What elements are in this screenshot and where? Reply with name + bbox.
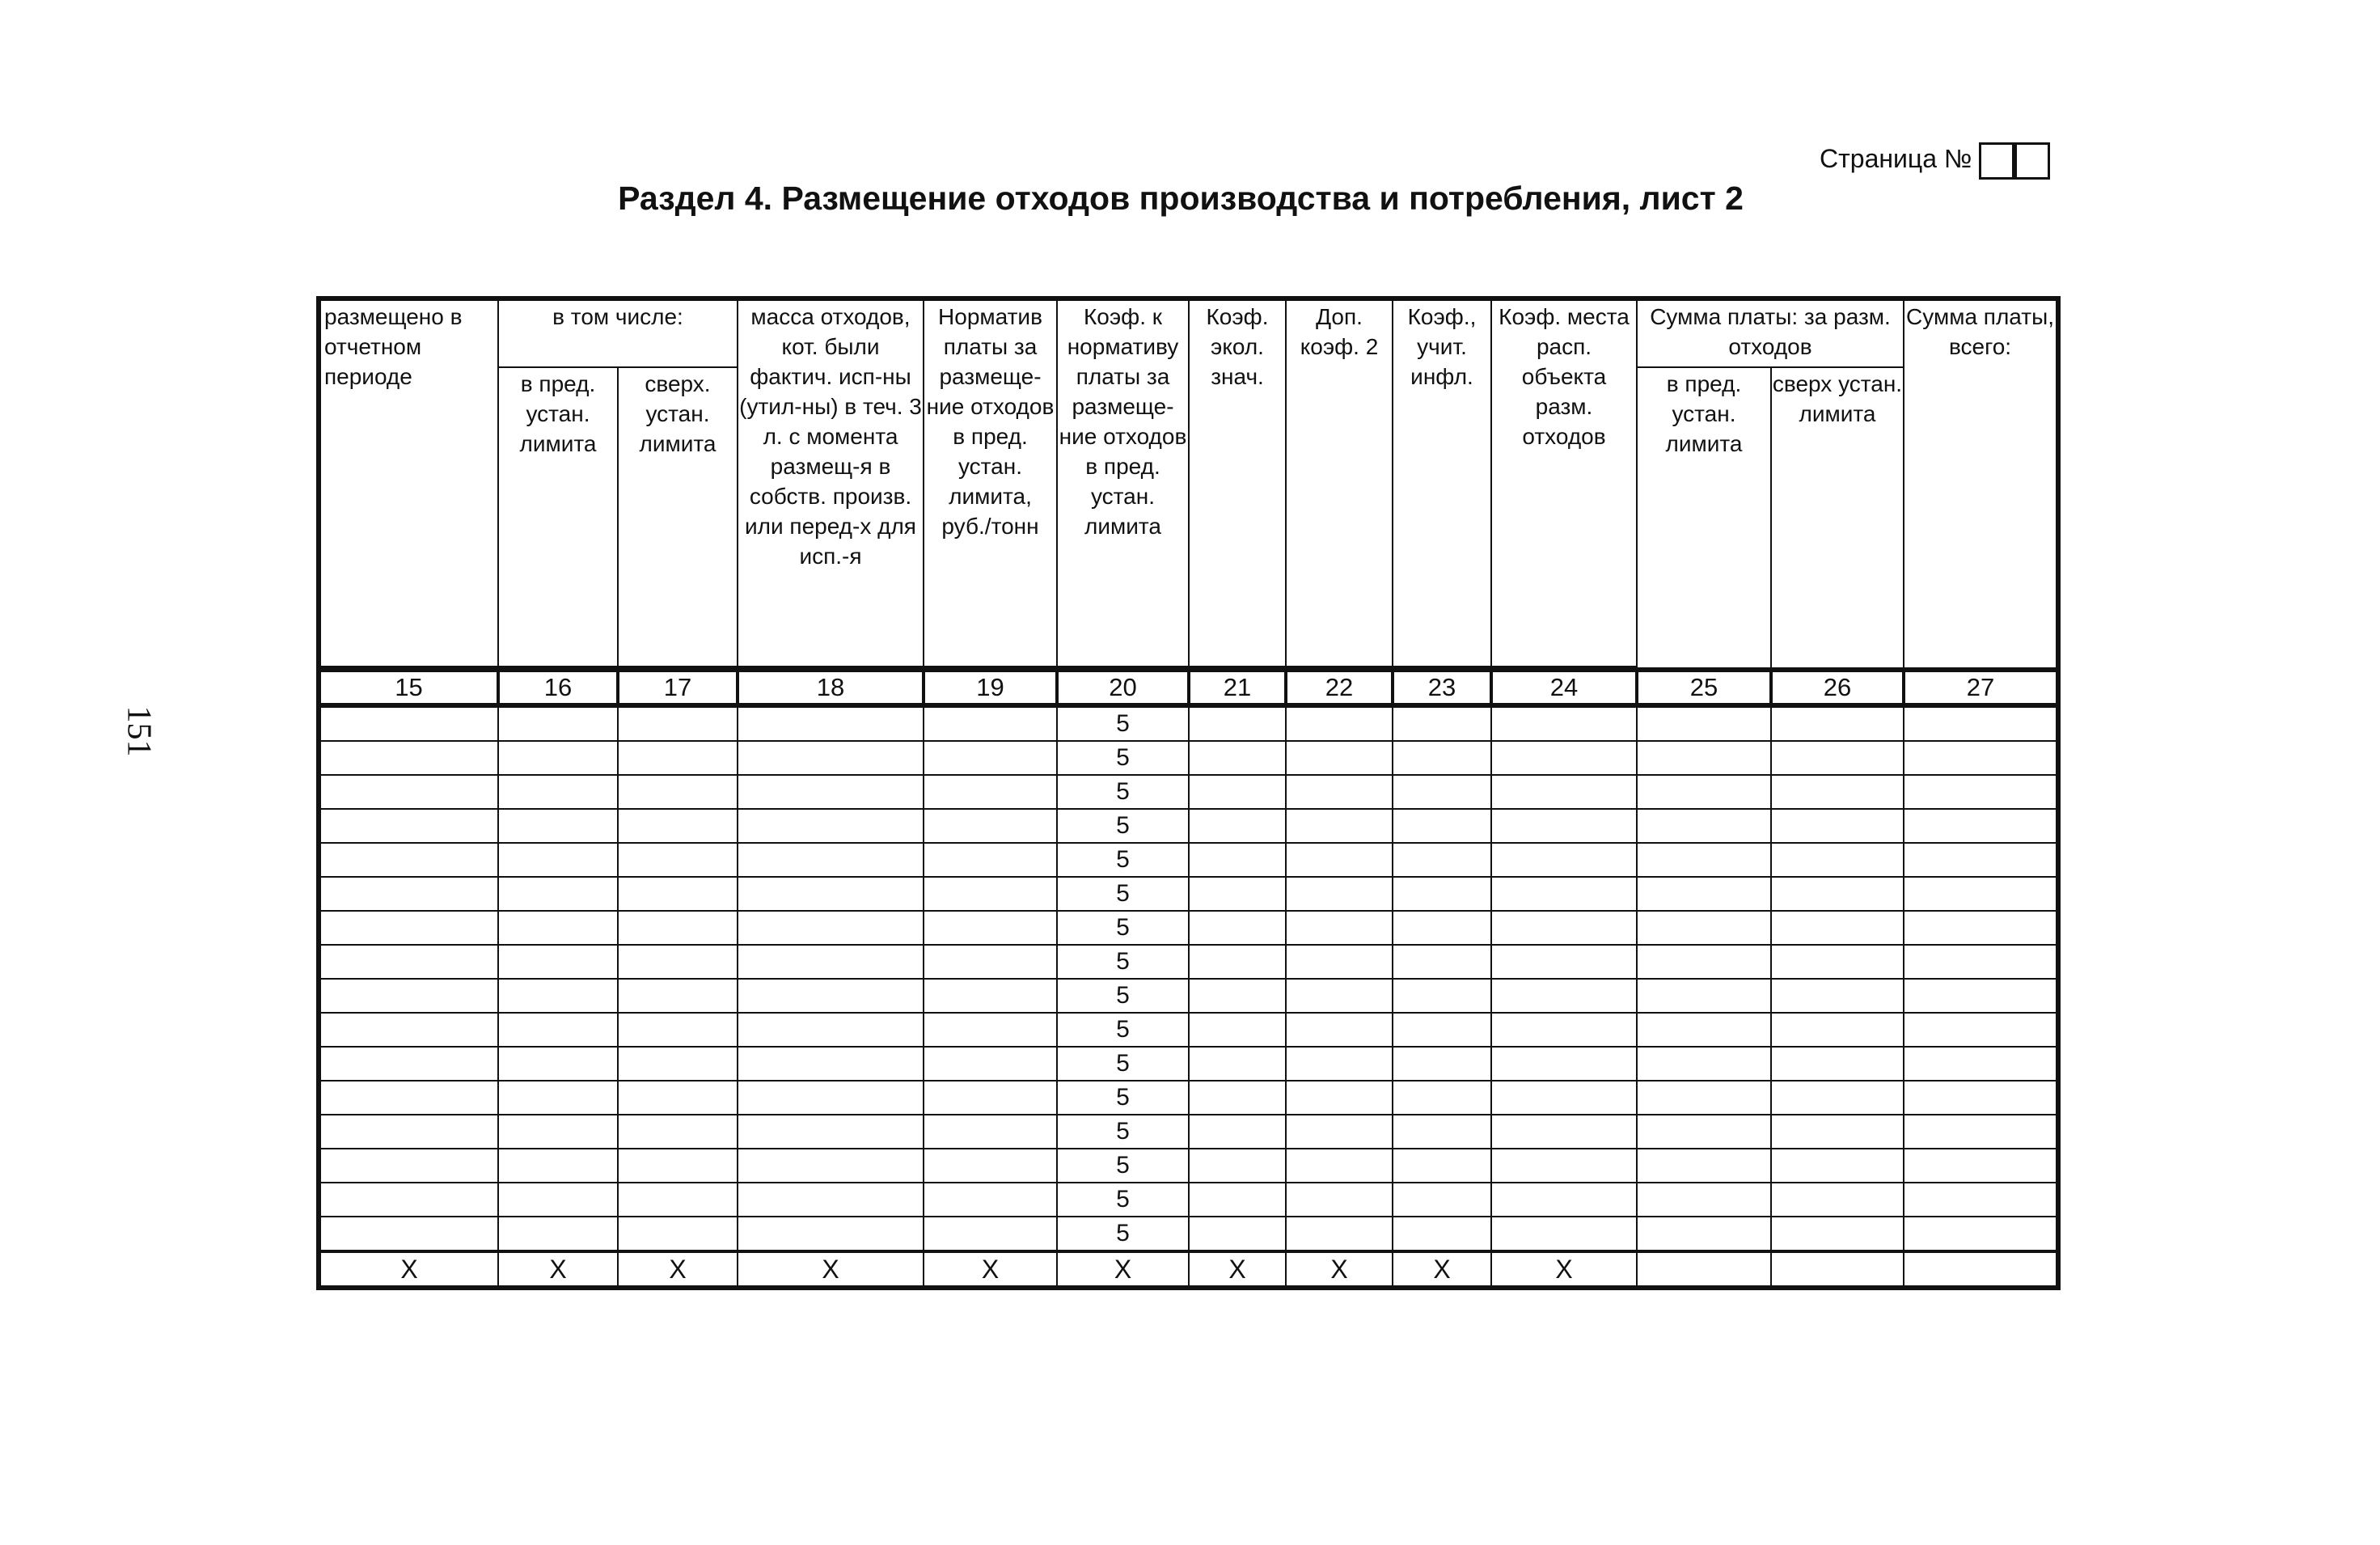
table-cell[interactable] [1286,809,1393,843]
table-row [319,1183,2058,1217]
table-cell[interactable] [498,1183,618,1217]
table-cell[interactable] [1393,809,1491,843]
column-number: 24 [1491,670,1637,705]
table-cell[interactable] [1189,979,1286,1013]
table-cell[interactable] [738,1115,924,1149]
table-cell[interactable] [618,1217,738,1251]
table-cell[interactable] [1286,705,1393,741]
table-cell[interactable] [1637,911,1771,945]
column-number: 21 [1189,670,1286,705]
header-ecological-coefficient: Коэф. экол. знач. [1189,298,1286,667]
table-cell[interactable] [1771,843,1904,877]
table-cell[interactable] [498,1115,618,1149]
table-cell[interactable] [1393,843,1491,877]
table-cell[interactable] [1286,1013,1393,1047]
table-row [319,705,2058,741]
table-row [319,1115,2058,1149]
table-cell[interactable] [1286,1081,1393,1115]
table-cell[interactable] [1393,1183,1491,1217]
table-cell[interactable] [1189,775,1286,809]
table-cell[interactable] [1904,1081,2058,1115]
table-cell[interactable] [618,809,738,843]
table-cell[interactable] [1286,1149,1393,1183]
table-cell[interactable] [924,1115,1057,1149]
total-payment-within-limit-cell[interactable] [1637,1251,1771,1288]
norm-coefficient-cell[interactable]: 5 [1057,1149,1189,1183]
table-cell[interactable] [618,705,738,741]
table-cell[interactable] [1637,1081,1771,1115]
table-cell[interactable] [1491,1013,1637,1047]
norm-coefficient-cell[interactable]: 5 [1057,809,1189,843]
table-cell[interactable] [1189,877,1286,911]
side-page-number: 151 [120,705,158,757]
table-cell[interactable] [1393,1013,1491,1047]
table-cell[interactable] [1491,809,1637,843]
table-cell[interactable] [924,1217,1057,1251]
table-cell[interactable] [498,705,618,741]
table-cell[interactable] [1189,1013,1286,1047]
table-cell[interactable] [1904,1013,2058,1047]
table-cell[interactable] [1286,1183,1393,1217]
table-cell[interactable] [1637,1013,1771,1047]
table-cell[interactable] [738,945,924,979]
table-cell[interactable] [1491,979,1637,1013]
table-cell[interactable] [1189,911,1286,945]
table-cell[interactable] [1286,741,1393,775]
page-title: Раздел 4. Размещение отходов производства и потребления, лист 2 [618,180,1744,217]
table-cell[interactable] [1286,911,1393,945]
table-row [319,775,2058,809]
table-cell[interactable] [1637,1149,1771,1183]
table-cell[interactable] [738,741,924,775]
table-cell[interactable] [319,1115,498,1149]
table-cell[interactable] [924,809,1057,843]
x-mark: Х [1057,1251,1189,1288]
table-cell[interactable] [738,1047,924,1081]
table-cell[interactable] [1904,1217,2058,1251]
table-cell[interactable] [924,741,1057,775]
table-cell[interactable] [1491,1149,1637,1183]
table-cell[interactable] [924,705,1057,741]
page-number-box-1[interactable] [1979,142,2014,180]
table-cell[interactable] [1286,843,1393,877]
norm-coefficient-cell[interactable]: 5 [1057,877,1189,911]
table-row [319,809,2058,843]
table-cell[interactable] [1393,979,1491,1013]
norm-coefficient-cell[interactable]: 5 [1057,1183,1189,1217]
table-cell[interactable] [1904,1183,2058,1217]
header-mass-utilized: масса отходов, кот. были фактич. исп-ны (утил-ны) в теч. 3 л. с момента размещ-я в собств. произв. или перед-х для исп.-я [738,298,924,667]
table-cell[interactable] [1491,877,1637,911]
table-cell[interactable] [1189,741,1286,775]
column-number: 19 [924,670,1057,705]
table-cell[interactable] [1286,877,1393,911]
table-cell[interactable] [319,1183,498,1217]
x-mark: Х [319,1251,498,1288]
column-number: 23 [1393,670,1491,705]
table-cell[interactable] [924,911,1057,945]
table-cell[interactable] [319,741,498,775]
table-cell[interactable] [1393,1149,1491,1183]
table-cell[interactable] [498,1047,618,1081]
table-cell[interactable] [1904,843,2058,877]
norm-coefficient-cell[interactable]: 5 [1057,741,1189,775]
table-cell[interactable] [319,1149,498,1183]
norm-coefficient-cell[interactable]: 5 [1057,1115,1189,1149]
header-norm-coefficient: Коэф. к нормативу платы за размеще-ние отходов в пред. устан. лимита [1057,298,1189,667]
table-cell[interactable] [1393,1115,1491,1149]
table-cell[interactable] [1189,1047,1286,1081]
table-cell[interactable] [924,945,1057,979]
table-cell[interactable] [1491,741,1637,775]
table-cell[interactable] [1189,705,1286,741]
table-cell[interactable] [1637,775,1771,809]
table-cell[interactable] [1189,1217,1286,1251]
table-cell[interactable] [1189,1081,1286,1115]
column-number: 15 [319,670,498,705]
table-row [319,911,2058,945]
total-row [319,1251,2058,1288]
x-mark: Х [1491,1251,1637,1288]
table-cell[interactable] [498,1013,618,1047]
table-cell[interactable] [738,843,924,877]
header-total-payment: Сумма платы, всего: [1904,298,2058,670]
header-payment-within-limit: в пред. устан. лимита [1637,367,1771,670]
table-cell[interactable] [1637,1047,1771,1081]
table-cell[interactable] [738,877,924,911]
table-cell[interactable] [924,1047,1057,1081]
header-location-coefficient: Коэф. места расп. объекта разм. отходов [1491,298,1637,667]
header-over-limit: сверх. устан. лимита [618,367,738,667]
table-cell[interactable] [1637,843,1771,877]
column-number: 26 [1771,670,1904,705]
table-cell[interactable] [618,1081,738,1115]
total-payment-all-cell[interactable] [1904,1251,2058,1288]
norm-coefficient-cell[interactable]: 5 [1057,911,1189,945]
table-cell[interactable] [738,1149,924,1183]
table-cell[interactable] [738,979,924,1013]
table-cell[interactable] [738,809,924,843]
column-number: 27 [1904,670,2058,705]
table-cell[interactable] [618,1013,738,1047]
table-cell[interactable] [498,775,618,809]
table-cell[interactable] [618,1183,738,1217]
table-cell[interactable] [1904,979,2058,1013]
x-mark: Х [498,1251,618,1288]
norm-coefficient-cell[interactable]: 5 [1057,945,1189,979]
table-cell[interactable] [498,945,618,979]
table-cell[interactable] [1491,705,1637,741]
table-cell[interactable] [618,1047,738,1081]
norm-coefficient-cell[interactable]: 5 [1057,705,1189,741]
table-row [319,1217,2058,1251]
table-cell[interactable] [924,1183,1057,1217]
table-cell[interactable] [738,1183,924,1217]
table-cell[interactable] [1189,843,1286,877]
header-payment-over-limit: сверх устан. лимита [1771,367,1904,670]
norm-coefficient-cell[interactable]: 5 [1057,775,1189,809]
table-cell[interactable] [1393,705,1491,741]
table-row [319,843,2058,877]
column-number: 25 [1637,670,1771,705]
table-cell[interactable] [319,775,498,809]
table-cell[interactable] [1771,1115,1904,1149]
norm-coefficient-cell[interactable]: 5 [1057,1013,1189,1047]
table-cell[interactable] [319,979,498,1013]
table-cell[interactable] [618,741,738,775]
table-cell[interactable] [1637,877,1771,911]
table-cell[interactable] [738,705,924,741]
table-cell[interactable] [1189,809,1286,843]
table-cell[interactable] [1771,705,1904,741]
table-cell[interactable] [1491,1183,1637,1217]
table-cell[interactable] [1286,979,1393,1013]
table-cell[interactable] [498,741,618,775]
table-cell[interactable] [319,1081,498,1115]
table-cell[interactable] [1771,809,1904,843]
table-row [319,1081,2058,1115]
table-cell[interactable] [1637,1183,1771,1217]
table-cell[interactable] [1771,1149,1904,1183]
table-cell[interactable] [1393,945,1491,979]
table-cell[interactable] [1771,877,1904,911]
table-cell[interactable] [319,945,498,979]
table-cell[interactable] [319,1217,498,1251]
table-cell[interactable] [1771,775,1904,809]
table-cell[interactable] [1286,775,1393,809]
column-number: 22 [1286,670,1393,705]
table-cell[interactable] [618,843,738,877]
table-cell[interactable] [1904,775,2058,809]
table-cell[interactable] [1393,877,1491,911]
table-cell[interactable] [498,911,618,945]
column-number: 18 [738,670,924,705]
table-cell[interactable] [1771,1013,1904,1047]
table-cell[interactable] [1189,1149,1286,1183]
table-cell[interactable] [319,877,498,911]
table-cell[interactable] [319,843,498,877]
x-mark: Х [924,1251,1057,1288]
table-cell[interactable] [1286,1217,1393,1251]
column-number-row [319,670,2058,705]
norm-coefficient-cell[interactable]: 5 [1057,1217,1189,1251]
table-cell[interactable] [1393,1081,1491,1115]
table-cell[interactable] [1904,945,2058,979]
table-cell[interactable] [1491,1047,1637,1081]
table-cell[interactable] [1491,945,1637,979]
table-cell[interactable] [498,1217,618,1251]
table-cell[interactable] [738,775,924,809]
table-row [319,945,2058,979]
table-row [319,979,2058,1013]
table-cell[interactable] [498,809,618,843]
header-including: в том числе: [498,298,738,367]
table-cell[interactable] [1286,1047,1393,1081]
table-cell[interactable] [1771,911,1904,945]
table-cell[interactable] [924,1013,1057,1047]
table-cell[interactable] [1189,1115,1286,1149]
table-cell[interactable] [618,1149,738,1183]
norm-coefficient-cell[interactable]: 5 [1057,843,1189,877]
table-cell[interactable] [498,979,618,1013]
table-cell[interactable] [738,1217,924,1251]
table-cell[interactable] [618,979,738,1013]
table-cell[interactable] [1393,911,1491,945]
table-cell[interactable] [618,877,738,911]
column-number: 16 [498,670,618,705]
table-cell[interactable] [319,1047,498,1081]
table-cell[interactable] [1393,775,1491,809]
table-cell[interactable] [319,809,498,843]
table-cell[interactable] [1286,1115,1393,1149]
table-cell[interactable] [618,945,738,979]
table-cell[interactable] [498,843,618,877]
table-cell[interactable] [1491,1081,1637,1115]
table-cell[interactable] [1771,1081,1904,1115]
table-cell[interactable] [1393,1217,1491,1251]
x-mark: Х [1286,1251,1393,1288]
table-cell[interactable] [1189,945,1286,979]
table-cell[interactable] [319,705,498,741]
table-row [319,741,2058,775]
table-cell[interactable] [1637,705,1771,741]
table-cell[interactable] [1904,911,2058,945]
table-cell[interactable] [1771,979,1904,1013]
page-number-label: Страница № [1820,144,1972,173]
table-cell[interactable] [1771,1047,1904,1081]
table-cell[interactable] [738,911,924,945]
table-cell[interactable] [319,911,498,945]
header-inflation-coefficient: Коэф., учит. инфл. [1393,298,1491,667]
table-cell[interactable] [498,1149,618,1183]
x-mark: Х [738,1251,924,1288]
table-cell[interactable] [924,775,1057,809]
table-cell[interactable] [1393,741,1491,775]
table-cell[interactable] [1637,945,1771,979]
table-cell[interactable] [1771,945,1904,979]
table-cell[interactable] [1491,911,1637,945]
table-row [319,877,2058,911]
table-cell[interactable] [1637,809,1771,843]
table-row [319,1149,2058,1183]
table-cell[interactable] [1491,775,1637,809]
table-cell[interactable] [498,877,618,911]
table-cell[interactable] [1189,1183,1286,1217]
table-cell[interactable] [498,1081,618,1115]
table-cell[interactable] [1393,1047,1491,1081]
header-placed-in-period: размещено в отчетном периоде [319,298,498,667]
table-cell[interactable] [1491,1217,1637,1251]
table-cell[interactable] [738,1081,924,1115]
table-cell[interactable] [1904,809,2058,843]
table-cell[interactable] [618,775,738,809]
table-cell[interactable] [924,843,1057,877]
total-payment-over-limit-cell[interactable] [1771,1251,1904,1288]
table-cell[interactable] [1771,741,1904,775]
table-cell[interactable] [618,911,738,945]
norm-coefficient-cell[interactable]: 5 [1057,1047,1189,1081]
table-cell[interactable] [1904,1149,2058,1183]
table-cell[interactable] [1637,979,1771,1013]
norm-coefficient-cell[interactable]: 5 [1057,979,1189,1013]
table-cell[interactable] [1637,1217,1771,1251]
waste-placement-table [316,296,2061,1290]
column-number: 20 [1057,670,1189,705]
table-cell[interactable] [1771,1217,1904,1251]
x-mark: Х [1189,1251,1286,1288]
table-cell[interactable] [1637,741,1771,775]
table-cell[interactable] [1904,1115,2058,1149]
header-additional-coefficient: Доп. коэф. 2 [1286,298,1393,667]
table-cell[interactable] [1904,741,2058,775]
table-cell[interactable] [1491,1115,1637,1149]
x-mark: Х [1393,1251,1491,1288]
norm-coefficient-cell[interactable]: 5 [1057,1081,1189,1115]
table-cell[interactable] [924,979,1057,1013]
header-payment-norm: Норматив платы за размеще-ние отходов в пред. устан. лимита, руб./тонн [924,298,1057,667]
header-payment-sum: Сумма платы: за разм. отходов [1637,298,1904,367]
table-cell[interactable] [738,1013,924,1047]
table-cell[interactable] [319,1013,498,1047]
header-within-limit: в пред. устан. лимита [498,367,618,667]
x-mark: Х [618,1251,738,1288]
table-row [319,1013,2058,1047]
table-cell[interactable] [1286,945,1393,979]
page-number-box-2[interactable] [2014,142,2050,180]
table-cell[interactable] [618,1115,738,1149]
column-number: 17 [618,670,738,705]
table-cell[interactable] [1904,705,2058,741]
table-cell[interactable] [1904,1047,2058,1081]
table-cell[interactable] [924,877,1057,911]
table-cell[interactable] [1637,1115,1771,1149]
table-row [319,1047,2058,1081]
table-cell[interactable] [1491,843,1637,877]
table-cell[interactable] [1771,1183,1904,1217]
table-cell[interactable] [924,1149,1057,1183]
table-cell[interactable] [1904,877,2058,911]
table-cell[interactable] [924,1081,1057,1115]
